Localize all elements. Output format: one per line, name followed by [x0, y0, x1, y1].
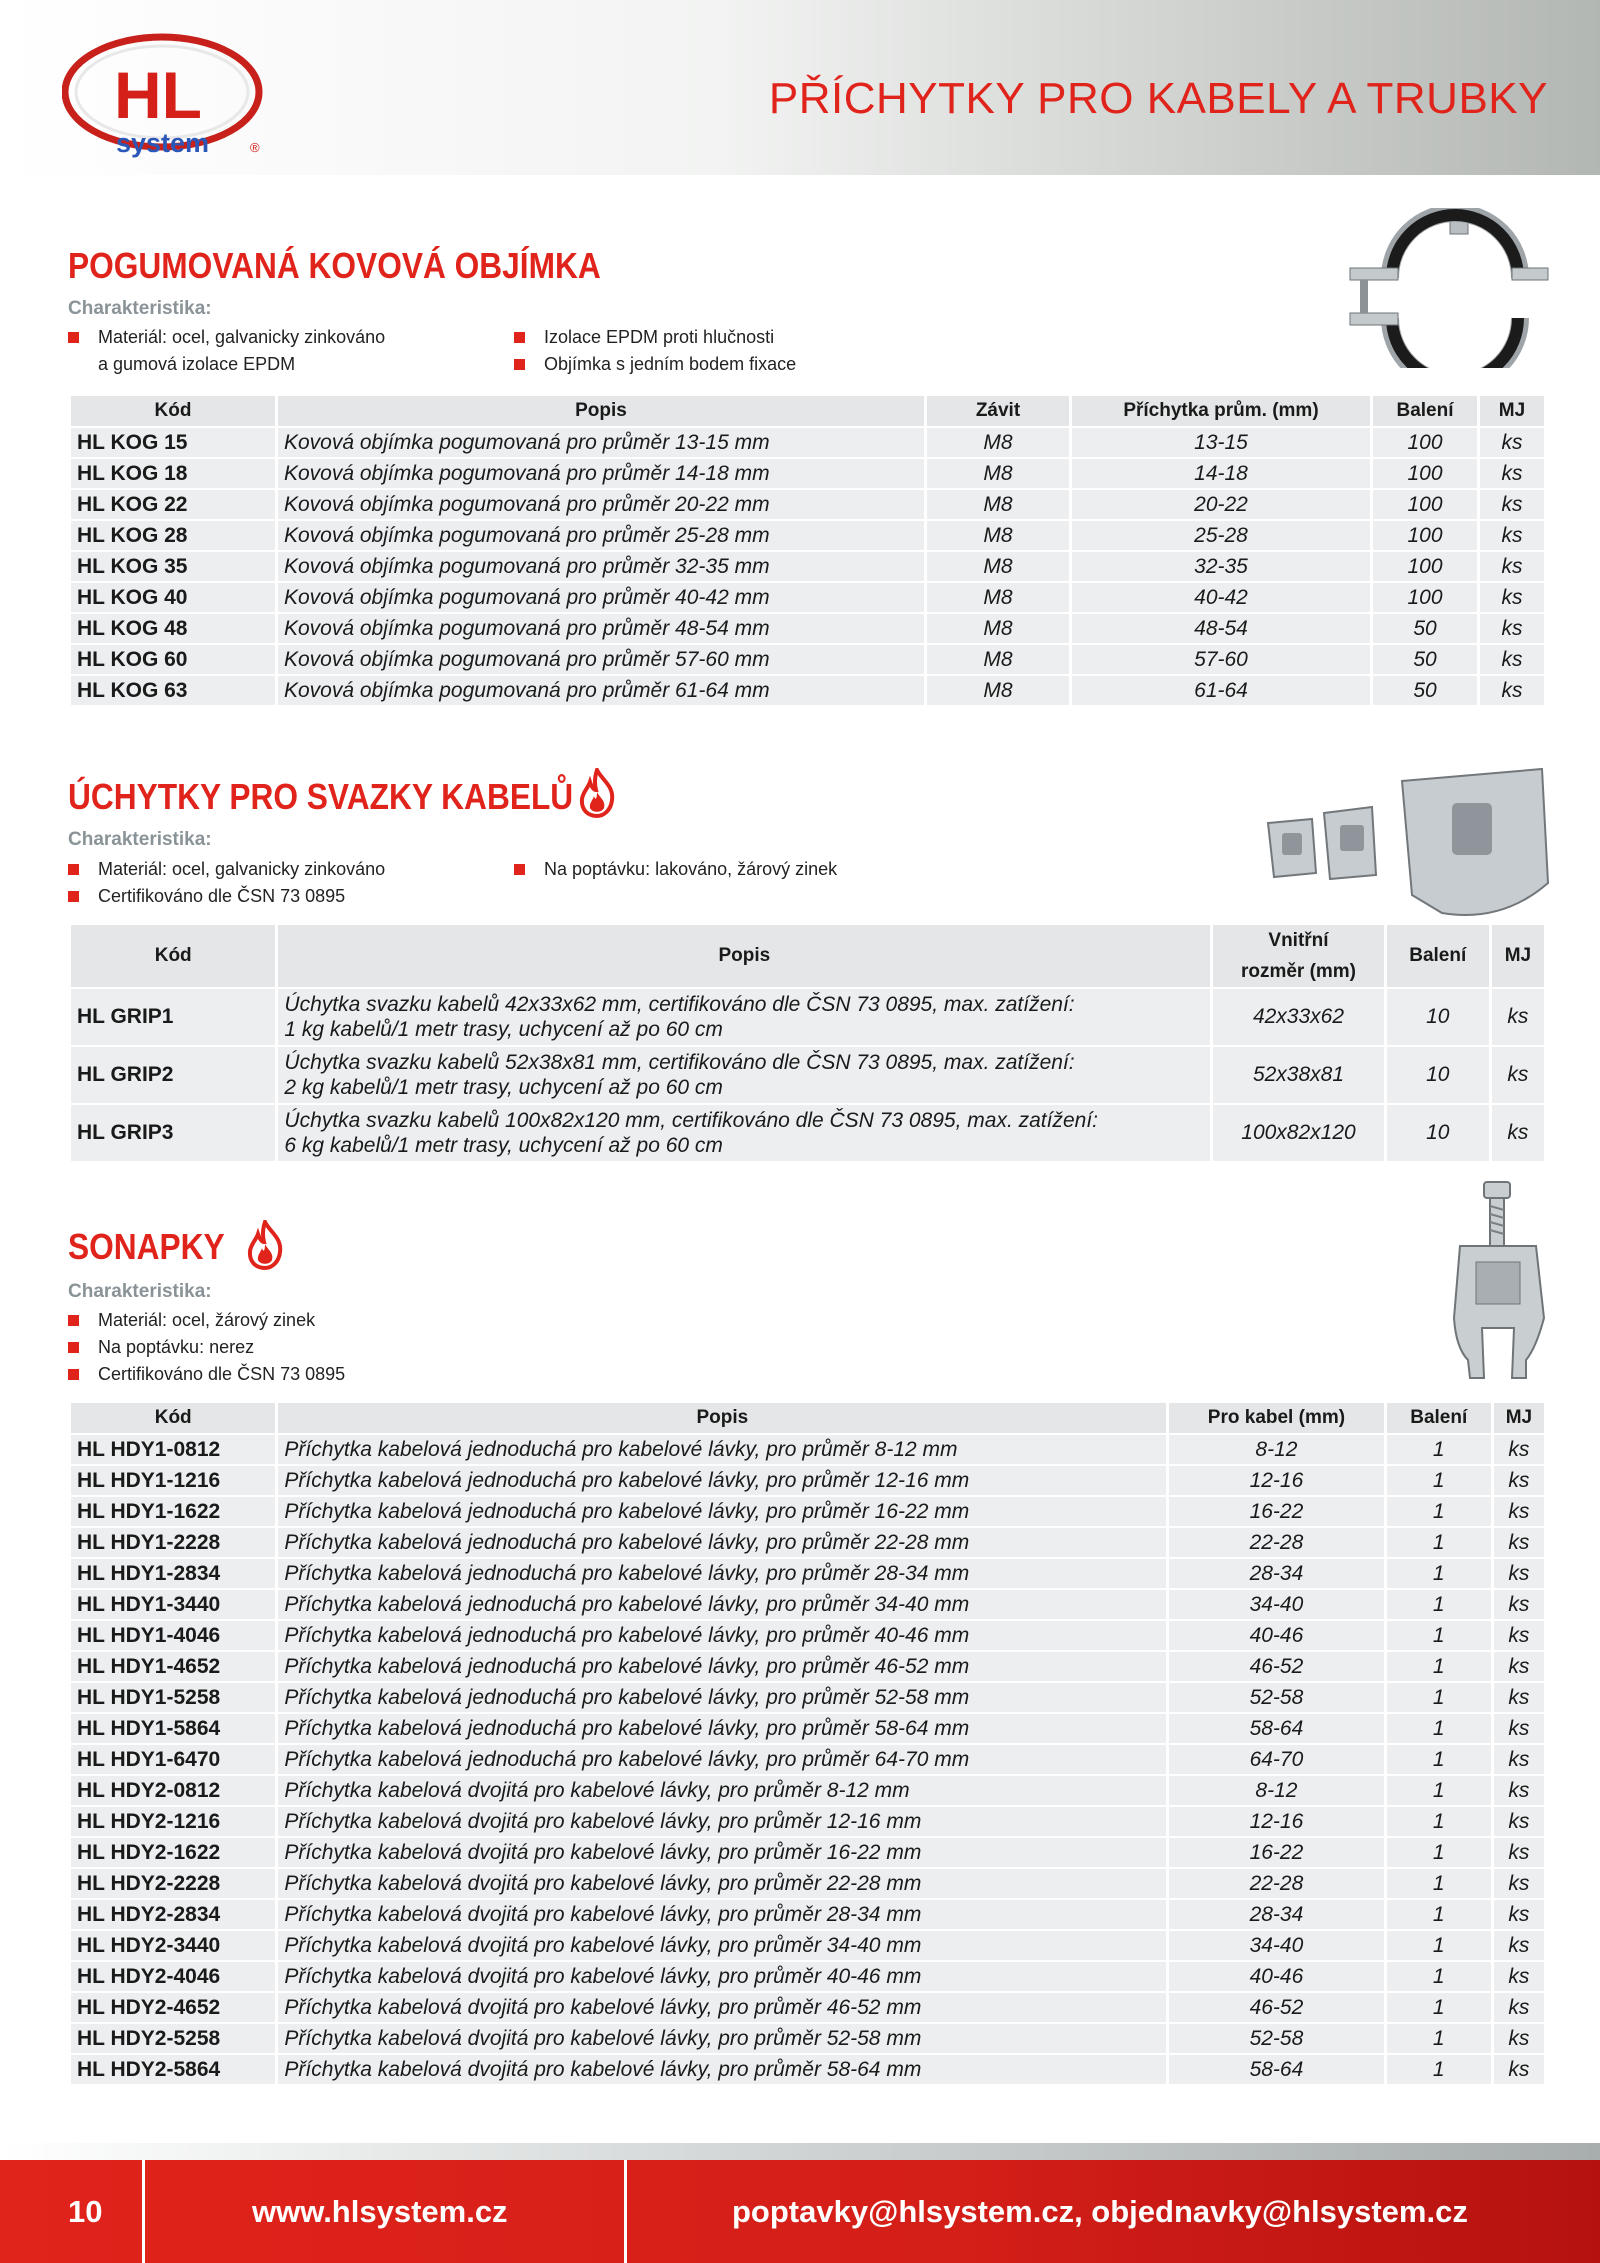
cell-prumer: 32-35: [1072, 552, 1370, 581]
cell-mj: ks: [1494, 1435, 1544, 1464]
cell-pro-kabel: 52-58: [1169, 1683, 1383, 1712]
cell-baleni: 50: [1373, 676, 1477, 705]
cell-popis: Příchytka kabelová jednoduchá pro kabelové lávky, pro průměr 46-52 mm: [278, 1652, 1166, 1681]
cell-popis: Příchytka kabelová dvojitá pro kabelové lávky, pro průměr 12-16 mm: [278, 1807, 1166, 1836]
section-title-sonapky: SONAPKY: [68, 1226, 225, 1267]
cell-popis: [278, 1105, 1210, 1161]
cell-popis: Příchytka kabelová dvojitá pro kabelové lávky, pro průměr 46-52 mm: [278, 1993, 1166, 2022]
header-baleni: Balení: [1387, 925, 1489, 987]
bullet-line: Materiál: ocel, galvanicky zinkováno: [98, 327, 386, 347]
cell-baleni: 1: [1387, 1559, 1491, 1588]
table-row: [71, 645, 1544, 674]
header-kod: Kód: [71, 925, 275, 987]
cell-mj: ks: [1480, 552, 1544, 581]
cell-popis: Příchytka kabelová dvojitá pro kabelové lávky, pro průměr 52-58 mm: [278, 2024, 1166, 2053]
cell-kod: HL HDY1-5258: [71, 1683, 275, 1712]
cell-mj: ks: [1480, 583, 1544, 612]
table-row: [71, 1931, 1544, 1960]
cell-baleni: 100: [1373, 459, 1477, 488]
cell-popis: Příchytka kabelová jednoduchá pro kabelové lávky, pro průměr 28-34 mm: [278, 1559, 1166, 1588]
cell-mj: ks: [1480, 645, 1544, 674]
cell-baleni: 10: [1387, 1105, 1489, 1161]
objimka-table: [68, 394, 1547, 707]
cell-kod: HL HDY2-3440: [71, 1931, 275, 1960]
cell-kod: HL KOG 60: [71, 645, 275, 674]
cell-zavit: M8: [927, 490, 1069, 519]
cell-baleni: 100: [1373, 583, 1477, 612]
cell-mj: ks: [1494, 1621, 1544, 1650]
sonapky-table: [68, 1401, 1547, 2086]
cell-mj: ks: [1494, 1714, 1544, 1743]
section1-bullet-izolace: Izolace EPDM proti hlučnosti: [544, 324, 774, 351]
cell-baleni: 1: [1387, 1807, 1491, 1836]
cell-pro-kabel: 22-28: [1169, 1869, 1383, 1898]
cell-popis: Kovová objímka pogumovaná pro průměr 48-54 mm: [278, 614, 924, 643]
cell-zavit: M8: [927, 614, 1069, 643]
cell-popis: Příchytka kabelová jednoduchá pro kabelové lávky, pro průměr 8-12 mm: [278, 1435, 1166, 1464]
header-prichytka: Příchytka prům. (mm): [1072, 396, 1370, 426]
cell-popis: Příchytka kabelová dvojitá pro kabelové lávky, pro průměr 22-28 mm: [278, 1869, 1166, 1898]
cell-prumer: 61-64: [1072, 676, 1370, 705]
cell-baleni: 1: [1387, 1590, 1491, 1619]
popis-line: Úchytka svazku kabelů 42x33x62 mm, certifikováno dle ČSN 73 0895, max. zatížení:: [284, 993, 1075, 1016]
cell-pro-kabel: 16-22: [1169, 1838, 1383, 1867]
cell-prumer: 57-60: [1072, 645, 1370, 674]
table-row: [71, 1714, 1544, 1743]
header-mj: MJ: [1494, 1403, 1544, 1433]
cell-pro-kabel: 22-28: [1169, 1528, 1383, 1557]
table-row: [71, 1105, 1544, 1161]
table-header-row: [71, 1403, 1544, 1433]
cell-mj: ks: [1494, 1900, 1544, 1929]
cell-mj: ks: [1494, 1869, 1544, 1898]
cell-pro-kabel: 28-34: [1169, 1900, 1383, 1929]
cell-popis: Příchytka kabelová dvojitá pro kabelové lávky, pro průměr 8-12 mm: [278, 1776, 1166, 1805]
table-row: [71, 1652, 1544, 1681]
cell-popis: Kovová objímka pogumovaná pro průměr 13-15 mm: [278, 428, 924, 457]
header-pro-kabel: Pro kabel (mm): [1169, 1403, 1383, 1433]
cell-baleni: 100: [1373, 490, 1477, 519]
header-kod: Kód: [71, 396, 275, 426]
table-row: [71, 552, 1544, 581]
footer-divider: [142, 2160, 145, 2263]
cell-baleni: 1: [1387, 1869, 1491, 1898]
cell-popis: Příchytka kabelová dvojitá pro kabelové lávky, pro průměr 16-22 mm: [278, 1838, 1166, 1867]
cell-popis: Kovová objímka pogumovaná pro průměr 32-35 mm: [278, 552, 924, 581]
cell-pro-kabel: 34-40: [1169, 1931, 1383, 1960]
table-row: [71, 1900, 1544, 1929]
section2-char-label: Charakteristika:: [68, 829, 212, 850]
cell-popis: Příchytka kabelová dvojitá pro kabelové lávky, pro průměr 58-64 mm: [278, 2055, 1166, 2084]
rubber-clamp-image: [1330, 208, 1555, 368]
page-title: PŘÍCHYTKY PRO KABELY A TRUBKY: [768, 74, 1548, 123]
cell-kod: HL HDY2-2228: [71, 1869, 275, 1898]
table-row: [71, 1807, 1544, 1836]
cell-prumer: 40-42: [1072, 583, 1370, 612]
cell-baleni: 1: [1387, 2055, 1491, 2084]
cell-pro-kabel: 28-34: [1169, 1559, 1383, 1588]
cell-baleni: 1: [1387, 1466, 1491, 1495]
section1-char-label: Charakteristika:: [68, 298, 212, 319]
cell-popis: Příchytka kabelová jednoduchá pro kabelové lávky, pro průměr 22-28 mm: [278, 1528, 1166, 1557]
header-popis: Popis: [278, 925, 1210, 987]
fire-resistant-icon: [576, 768, 618, 818]
cell-kod: HL HDY2-5864: [71, 2055, 275, 2084]
cell-mj: ks: [1480, 428, 1544, 457]
cell-mj: ks: [1494, 1590, 1544, 1619]
cell-zavit: M8: [927, 552, 1069, 581]
cell-baleni: 1: [1387, 1931, 1491, 1960]
cell-baleni: 1: [1387, 1652, 1491, 1681]
cell-kod: HL HDY1-5864: [71, 1714, 275, 1743]
cell-mj: ks: [1494, 1807, 1544, 1836]
table-row: [71, 1590, 1544, 1619]
cell-baleni: 10: [1387, 1047, 1489, 1103]
cell-pro-kabel: 40-46: [1169, 1621, 1383, 1650]
section-title-uchytky: ÚCHYTKY PRO SVAZKY KABELŮ: [68, 776, 574, 817]
popis-line: Úchytka svazku kabelů 52x38x81 mm, certifikováno dle ČSN 73 0895, max. zatížení:: [284, 1051, 1075, 1074]
cell-mj: ks: [1494, 1838, 1544, 1867]
cell-kod: HL HDY1-6470: [71, 1745, 275, 1774]
sonapka-clip-image: [1440, 1178, 1560, 1393]
cell-baleni: 1: [1387, 1621, 1491, 1650]
table-row: [71, 583, 1544, 612]
cell-kod: HL KOG 28: [71, 521, 275, 550]
cell-pro-kabel: 8-12: [1169, 1776, 1383, 1805]
cell-prumer: 14-18: [1072, 459, 1370, 488]
cell-kod: HL HDY1-4652: [71, 1652, 275, 1681]
cell-kod: HL HDY2-4652: [71, 1993, 275, 2022]
cell-mj: ks: [1494, 1466, 1544, 1495]
cell-popis: Příchytka kabelová jednoduchá pro kabelové lávky, pro průměr 52-58 mm: [278, 1683, 1166, 1712]
cell-kod: HL HDY2-5258: [71, 2024, 275, 2053]
hl-system-logo: [62, 30, 272, 165]
cell-baleni: 1: [1387, 1435, 1491, 1464]
cell-baleni: 100: [1373, 552, 1477, 581]
table-row: [71, 1838, 1544, 1867]
cell-zavit: M8: [927, 583, 1069, 612]
section2-bullet-poptavka: Na poptávku: lakováno, žárový zinek: [544, 856, 837, 883]
table-row: [71, 1683, 1544, 1712]
section3-bullet-certifikace: Certifikováno dle ČSN 73 0895: [98, 1361, 345, 1388]
cell-kod: HL HDY1-3440: [71, 1590, 275, 1619]
table-row: [71, 1528, 1544, 1557]
cell-popis: Příchytka kabelová jednoduchá pro kabelové lávky, pro průměr 58-64 mm: [278, 1714, 1166, 1743]
cell-baleni: 1: [1387, 1714, 1491, 1743]
cell-pro-kabel: 8-12: [1169, 1435, 1383, 1464]
cell-popis: Kovová objímka pogumovaná pro průměr 14-18 mm: [278, 459, 924, 488]
cell-mj: ks: [1480, 521, 1544, 550]
cell-mj: ks: [1494, 1528, 1544, 1557]
section-title-objimka: POGUMOVANÁ KOVOVÁ OBJÍMKA: [68, 245, 601, 286]
cell-prumer: 13-15: [1072, 428, 1370, 457]
cell-popis: Příchytka kabelová jednoduchá pro kabelové lávky, pro průměr 16-22 mm: [278, 1497, 1166, 1526]
popis-line: 2 kg kabelů/1 metr trasy, uchycení až po 60 cm: [284, 1076, 723, 1099]
cell-kod: HL GRIP2: [71, 1047, 275, 1103]
website-link[interactable]: www.hlsystem.cz: [252, 2194, 508, 2229]
table-row: [71, 490, 1544, 519]
header-baleni: Balení: [1387, 1403, 1491, 1433]
cell-baleni: 1: [1387, 2024, 1491, 2053]
cell-pro-kabel: 46-52: [1169, 1993, 1383, 2022]
page-number: 10: [68, 2194, 103, 2229]
table-row: [71, 1869, 1544, 1898]
cell-kod: HL HDY2-4046: [71, 1962, 275, 1991]
table-row: [71, 428, 1544, 457]
cell-zavit: M8: [927, 459, 1069, 488]
table-row: [71, 1559, 1544, 1588]
cell-popis: Příchytka kabelová dvojitá pro kabelové lávky, pro průměr 34-40 mm: [278, 1931, 1166, 1960]
cell-pro-kabel: 16-22: [1169, 1497, 1383, 1526]
table-row: [71, 1497, 1544, 1526]
cell-kod: HL HDY2-2834: [71, 1900, 275, 1929]
section3-bullet-material: Materiál: ocel, žárový zinek: [98, 1307, 315, 1334]
cell-popis: Kovová objímka pogumovaná pro průměr 20-22 mm: [278, 490, 924, 519]
footer-strip: [0, 2143, 1600, 2160]
cell-kod: HL KOG 40: [71, 583, 275, 612]
cable-bundle-holders-image: [1262, 763, 1552, 923]
section3-char-label: Charakteristika:: [68, 1281, 212, 1302]
cell-zavit: M8: [927, 645, 1069, 674]
header-mj: MJ: [1480, 396, 1544, 426]
cell-pro-kabel: 46-52: [1169, 1652, 1383, 1681]
table-row: [71, 2024, 1544, 2053]
header-vnitrni-line1: Vnitřní: [1268, 930, 1329, 951]
email-links[interactable]: poptavky@hlsystem.cz, objednavky@hlsystem.cz: [732, 2194, 1468, 2229]
popis-line: Úchytka svazku kabelů 100x82x120 mm, certifikováno dle ČSN 73 0895, max. zatížení:: [284, 1109, 1098, 1132]
cell-kod: HL HDY1-2834: [71, 1559, 275, 1588]
popis-line: 1 kg kabelů/1 metr trasy, uchycení až po 60 cm: [284, 1018, 723, 1041]
cell-mj: ks: [1480, 676, 1544, 705]
cell-pro-kabel: 52-58: [1169, 2024, 1383, 2053]
cell-zavit: M8: [927, 521, 1069, 550]
cell-zavit: M8: [927, 428, 1069, 457]
cell-mj: ks: [1492, 989, 1544, 1045]
fire-resistant-icon: [244, 1220, 286, 1270]
section1-bullet-material: [98, 324, 385, 378]
logo-system-text: system: [116, 128, 210, 158]
cell-kod: HL HDY2-1622: [71, 1838, 275, 1867]
cell-popis: Kovová objímka pogumovaná pro průměr 61-64 mm: [278, 676, 924, 705]
cell-kod: HL KOG 22: [71, 490, 275, 519]
cell-kod: HL KOG 48: [71, 614, 275, 643]
uchytky-table: [68, 923, 1547, 1163]
cell-kod: HL GRIP1: [71, 989, 275, 1045]
cell-kod: HL KOG 63: [71, 676, 275, 705]
section1-bullet-fixace: Objímka s jedním bodem fixace: [544, 351, 796, 378]
cell-pro-kabel: 40-46: [1169, 1962, 1383, 1991]
cell-kod: HL KOG 35: [71, 552, 275, 581]
page-footer: [0, 2160, 1600, 2263]
cell-prumer: 20-22: [1072, 490, 1370, 519]
table-row: [71, 1466, 1544, 1495]
cell-pro-kabel: 12-16: [1169, 1807, 1383, 1836]
cell-kod: HL HDY1-0812: [71, 1435, 275, 1464]
cell-popis: Kovová objímka pogumovaná pro průměr 25-28 mm: [278, 521, 924, 550]
header-vnitrni-line2: rozměr (mm): [1240, 961, 1357, 982]
table-row: [71, 1745, 1544, 1774]
header-kod: Kód: [71, 1403, 275, 1433]
table-row: [71, 676, 1544, 705]
cell-mj: ks: [1494, 1497, 1544, 1526]
section2-bullet-certifikace: Certifikováno dle ČSN 73 0895: [98, 883, 345, 910]
cell-kod: HL HDY1-1622: [71, 1497, 275, 1526]
section3-bullet-poptavka: Na poptávku: nerez: [98, 1334, 254, 1361]
header-baleni: Balení: [1373, 396, 1477, 426]
cell-mj: ks: [1492, 1105, 1544, 1161]
table-row: [71, 1621, 1544, 1650]
cell-baleni: 1: [1387, 1776, 1491, 1805]
header-zavit: Závit: [927, 396, 1069, 426]
cell-popis: [278, 1047, 1210, 1103]
cell-popis: Kovová objímka pogumovaná pro průměr 40-42 mm: [278, 583, 924, 612]
cell-mj: ks: [1494, 1559, 1544, 1588]
popis-line: 6 kg kabelů/1 metr trasy, uchycení až po 60 cm: [284, 1134, 723, 1157]
logo-hl-text: HL: [114, 58, 202, 132]
cell-prumer: 48-54: [1072, 614, 1370, 643]
cell-kod: HL HDY1-2228: [71, 1528, 275, 1557]
cell-baleni: 1: [1387, 1528, 1491, 1557]
table-row: [71, 1776, 1544, 1805]
table-header-row: [71, 925, 1544, 987]
table-row: [71, 459, 1544, 488]
table-header-row: [71, 396, 1544, 426]
section2-bullet-material: Materiál: ocel, galvanicky zinkováno: [98, 856, 385, 883]
cell-popis: Příchytka kabelová jednoduchá pro kabelové lávky, pro průměr 34-40 mm: [278, 1590, 1166, 1619]
cell-baleni: 1: [1387, 1838, 1491, 1867]
cell-mj: ks: [1494, 1652, 1544, 1681]
cell-baleni: 100: [1373, 521, 1477, 550]
cell-kod: HL GRIP3: [71, 1105, 275, 1161]
cell-kod: HL HDY1-1216: [71, 1466, 275, 1495]
cell-popis: [278, 989, 1210, 1045]
table-row: [71, 1993, 1544, 2022]
cell-mj: ks: [1480, 614, 1544, 643]
cell-baleni: 100: [1373, 428, 1477, 457]
table-row: [71, 614, 1544, 643]
cell-popis: Příchytka kabelová jednoduchá pro kabelové lávky, pro průměr 40-46 mm: [278, 1621, 1166, 1650]
cell-pro-kabel: 12-16: [1169, 1466, 1383, 1495]
cell-baleni: 50: [1373, 645, 1477, 674]
header-mj: MJ: [1492, 925, 1544, 987]
table-row: [71, 1962, 1544, 1991]
cell-kod: HL HDY2-0812: [71, 1776, 275, 1805]
cell-popis: Příchytka kabelová jednoduchá pro kabelové lávky, pro průměr 64-70 mm: [278, 1745, 1166, 1774]
cell-popis: Kovová objímka pogumovaná pro průměr 57-60 mm: [278, 645, 924, 674]
cell-mj: ks: [1494, 1683, 1544, 1712]
cell-pro-kabel: 34-40: [1169, 1590, 1383, 1619]
cell-mj: ks: [1492, 1047, 1544, 1103]
logo-registered-mark: ®: [250, 140, 260, 155]
header-popis: Popis: [278, 396, 924, 426]
cell-mj: ks: [1494, 1962, 1544, 1991]
table-row: [71, 1435, 1544, 1464]
table-row: [71, 2055, 1544, 2084]
cell-mj: ks: [1494, 1993, 1544, 2022]
cell-baleni: 1: [1387, 1962, 1491, 1991]
cell-kod: HL KOG 15: [71, 428, 275, 457]
cell-baleni: 10: [1387, 989, 1489, 1045]
cell-rozmer: 42x33x62: [1213, 989, 1383, 1045]
cell-mj: ks: [1494, 1745, 1544, 1774]
cell-rozmer: 52x38x81: [1213, 1047, 1383, 1103]
table-row: [71, 1047, 1544, 1103]
cell-pro-kabel: 58-64: [1169, 2055, 1383, 2084]
cell-baleni: 1: [1387, 1683, 1491, 1712]
table-row: [71, 521, 1544, 550]
cell-pro-kabel: 64-70: [1169, 1745, 1383, 1774]
footer-divider: [624, 2160, 627, 2263]
header-popis: Popis: [278, 1403, 1166, 1433]
cell-kod: HL HDY1-4046: [71, 1621, 275, 1650]
cell-kod: HL HDY2-1216: [71, 1807, 275, 1836]
cell-mj: ks: [1480, 490, 1544, 519]
cell-pro-kabel: 58-64: [1169, 1714, 1383, 1743]
bullet-line: a gumová izolace EPDM: [98, 354, 296, 374]
cell-popis: Příchytka kabelová jednoduchá pro kabelové lávky, pro průměr 12-16 mm: [278, 1466, 1166, 1495]
cell-mj: ks: [1494, 1776, 1544, 1805]
cell-prumer: 25-28: [1072, 521, 1370, 550]
cell-popis: Příchytka kabelová dvojitá pro kabelové lávky, pro průměr 28-34 mm: [278, 1900, 1166, 1929]
cell-baleni: 1: [1387, 1993, 1491, 2022]
cell-popis: Příchytka kabelová dvojitá pro kabelové lávky, pro průměr 40-46 mm: [278, 1962, 1166, 1991]
page-header: [0, 0, 1600, 175]
cell-baleni: 1: [1387, 1900, 1491, 1929]
cell-baleni: 1: [1387, 1745, 1491, 1774]
cell-mj: ks: [1494, 2024, 1544, 2053]
cell-mj: ks: [1480, 459, 1544, 488]
cell-kod: HL KOG 18: [71, 459, 275, 488]
cell-mj: ks: [1494, 1931, 1544, 1960]
cell-rozmer: 100x82x120: [1213, 1105, 1383, 1161]
header-vnitrni-rozmer: [1213, 925, 1383, 987]
table-row: [71, 989, 1544, 1045]
cell-baleni: 1: [1387, 1497, 1491, 1526]
cell-mj: ks: [1494, 2055, 1544, 2084]
cell-zavit: M8: [927, 676, 1069, 705]
cell-baleni: 50: [1373, 614, 1477, 643]
